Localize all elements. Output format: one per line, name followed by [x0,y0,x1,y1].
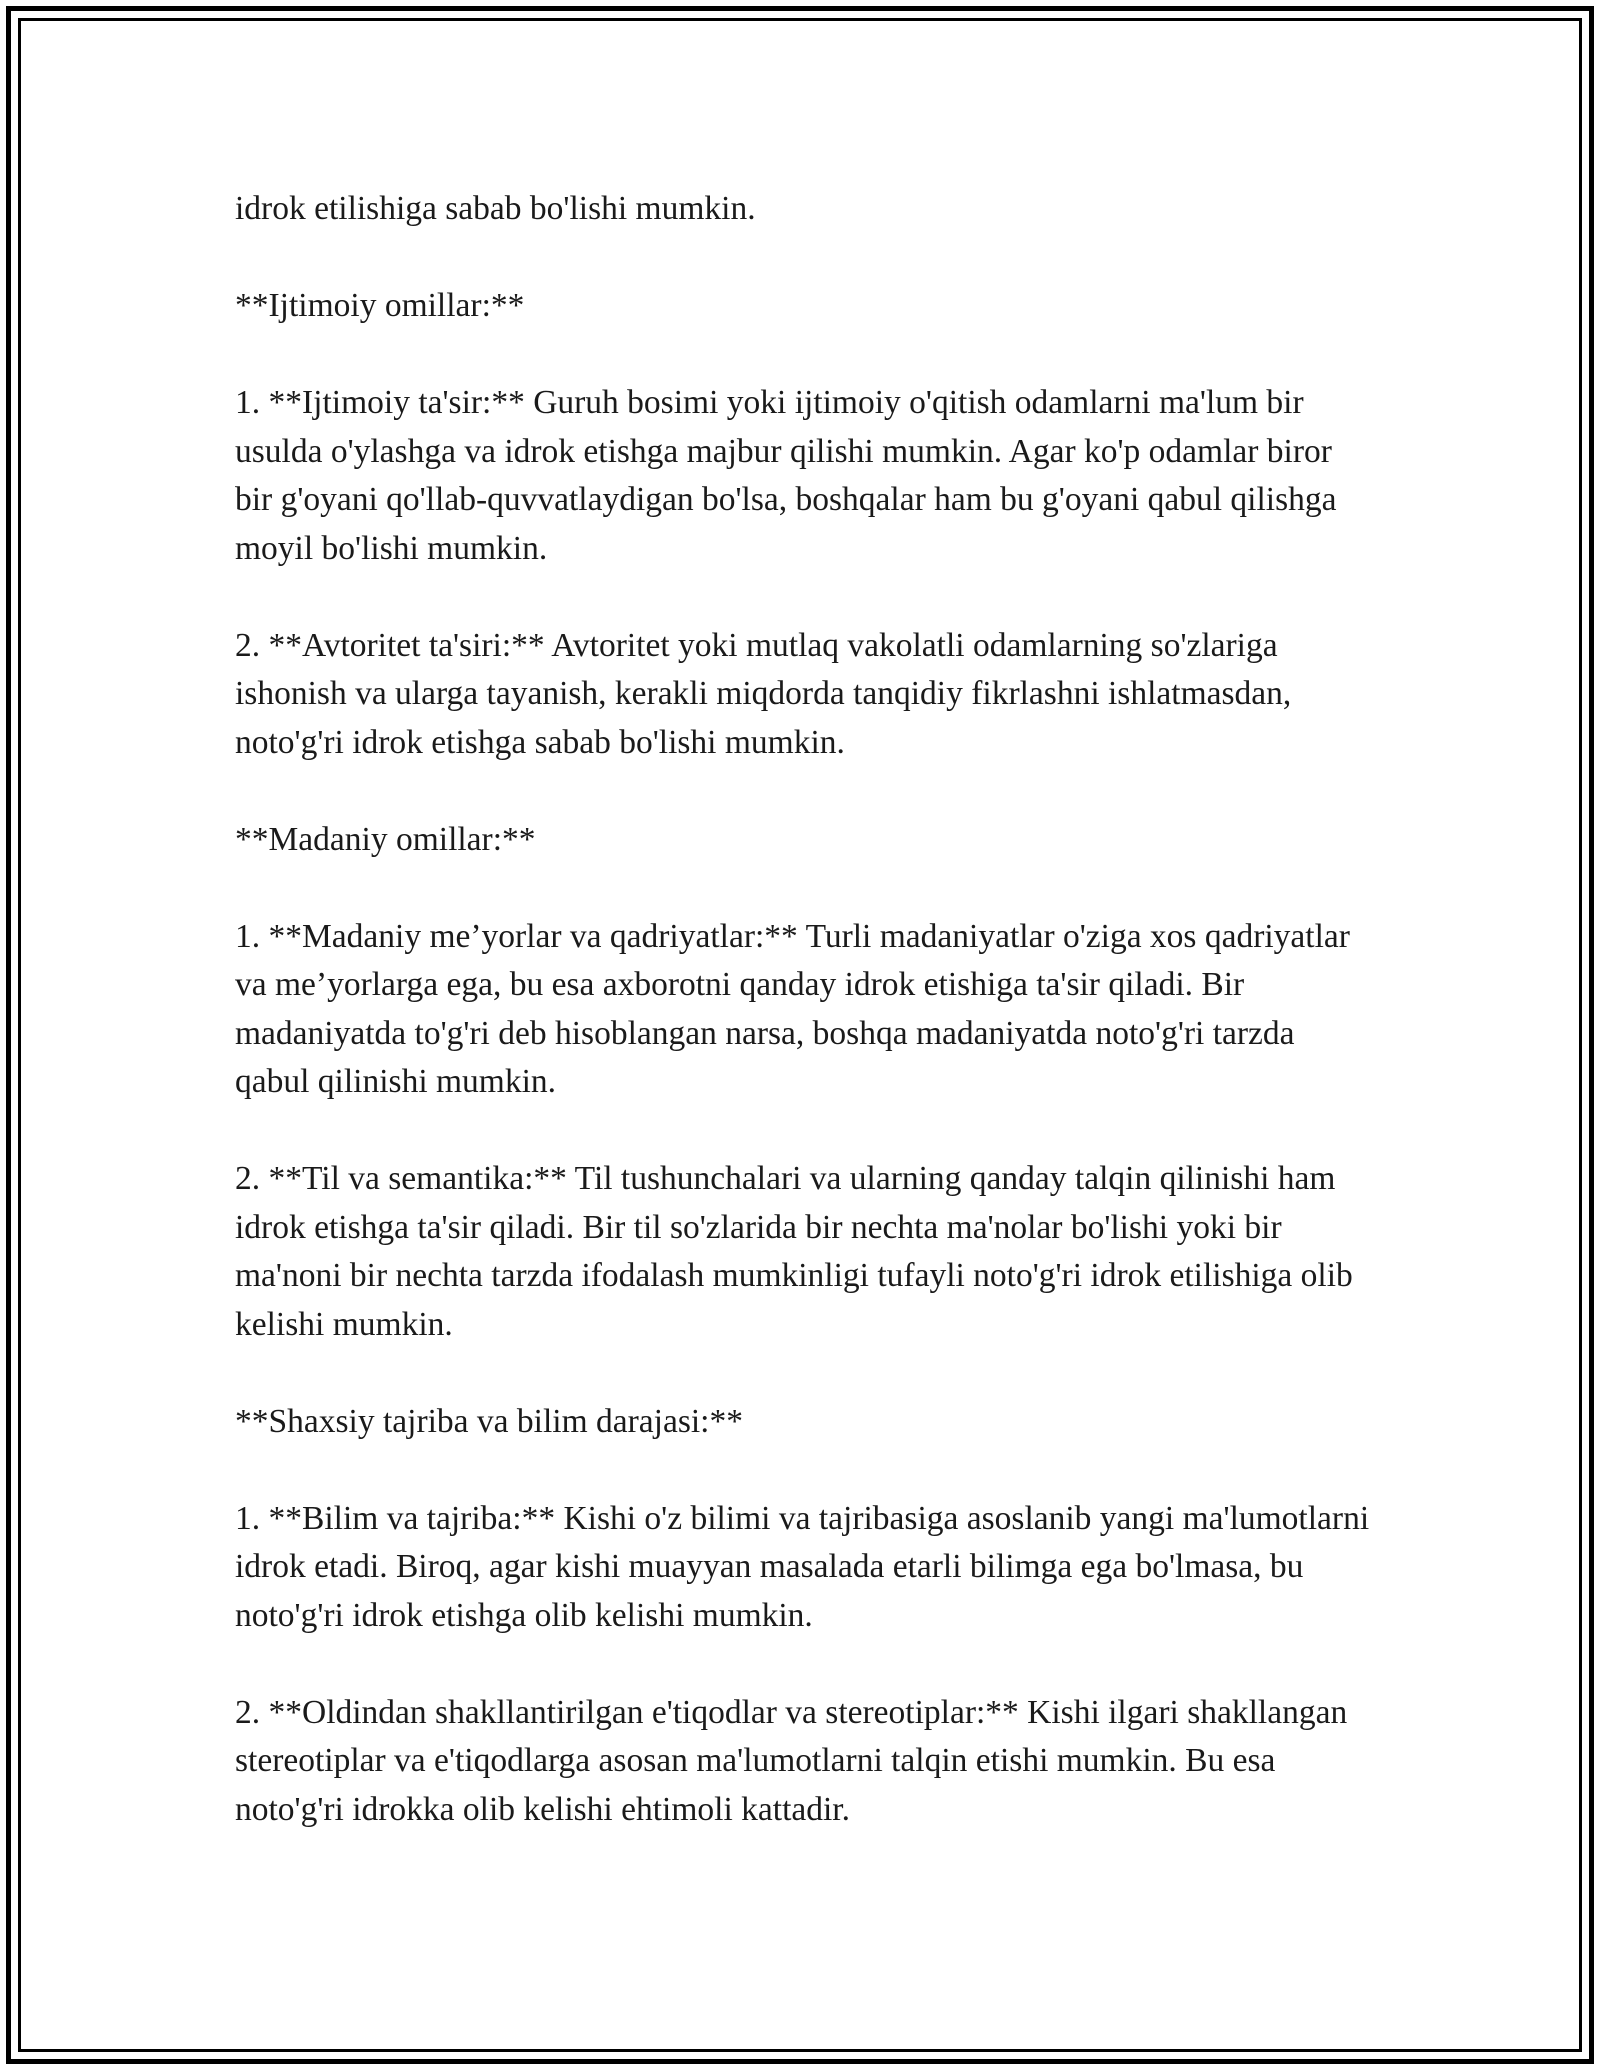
list-item-cultural-norms: 1. **Madaniy me’yorlar va qadriyatlar:** Turli madaniyatlar o'ziga xos qadriyatlar va me’yorlarga ega, bu esa axborotni qanday idrok etishiga ta'sir qiladi. Bir madaniyatda to'g'ri deb hisoblangan narsa, boshqa madaniyatda noto'g'ri tarzda qabul qilinishi mumkin. [235,917,1350,1100]
section-heading-cultural-factors: **Madaniy omillar:** [235,820,536,858]
list-item-knowledge-experience: 1. **Bilim va tajriba:** Kishi o'z bilimi va tajribasiga asoslanib yangi ma'lumotlarni idrok etadi. Biroq, agar kishi muayyan masalada etarli bilimga ega bo'lmasa, bu noto'g'ri idrok etishga olib kelishi mumkin. [235,1499,1370,1634]
list-item-beliefs-stereotypes: 2. **Oldindan shakllantirilgan e'tiqodlar va stereotiplar:** Kishi ilgari shakllangan stereotiplar va e'tiqodlarga asosan ma'lumotlarni talqin etishi mumkin. Bu esa noto'g'ri idrokka olib kelishi ehtimoli kattadir. [235,1693,1348,1828]
list-item-social-influence: 1. **Ijtimoiy ta'sir:** Guruh bosimi yoki ijtimoiy o'qitish odamlarni ma'lum bir usulda o'ylashga va idrok etishga majbur qilishi mumkin. Agar ko'p odamlar biror bir g'oyani qo'llab-quvvatlaydigan bo'lsa, boshqalar ham bu g'oyani qabul qilishga moyil bo'lishi mumkin. [235,384,1337,567]
section-heading-personal-experience: **Shaxsiy tajriba va bilim darajasi:** [235,1402,743,1440]
continuation-paragraph: idrok etilishiga sabab bo'lishi mumkin. [235,190,756,227]
document-body [235,185,1375,1883]
list-item-language-semantics: 2. **Til va semantika:** Til tushunchalari va ularning qanday talqin qilinishi ham idrok etishga ta'sir qiladi. Bir til so'zlarida bir nechta ma'nolar bo'lishi yoki bir ma'noni bir nechta tarzda ifodalash mumkinligi tufayli noto'g'ri idrok etilishiga olib kelishi mumkin. [235,1160,1353,1343]
list-item-authority-influence: 2. **Avtoritet ta'siri:** Avtoritet yoki mutlaq vakolatli odamlarning so'zlariga ishonish va ularga tayanish, kerakli miqdorda tanqidiy fikrlashni ishlatmasdan, noto'g'ri idrok etishga sabab bo'lishi mumkin. [235,626,1292,761]
section-heading-social-factors: **Ijtimoiy omillar:** [235,287,525,324]
